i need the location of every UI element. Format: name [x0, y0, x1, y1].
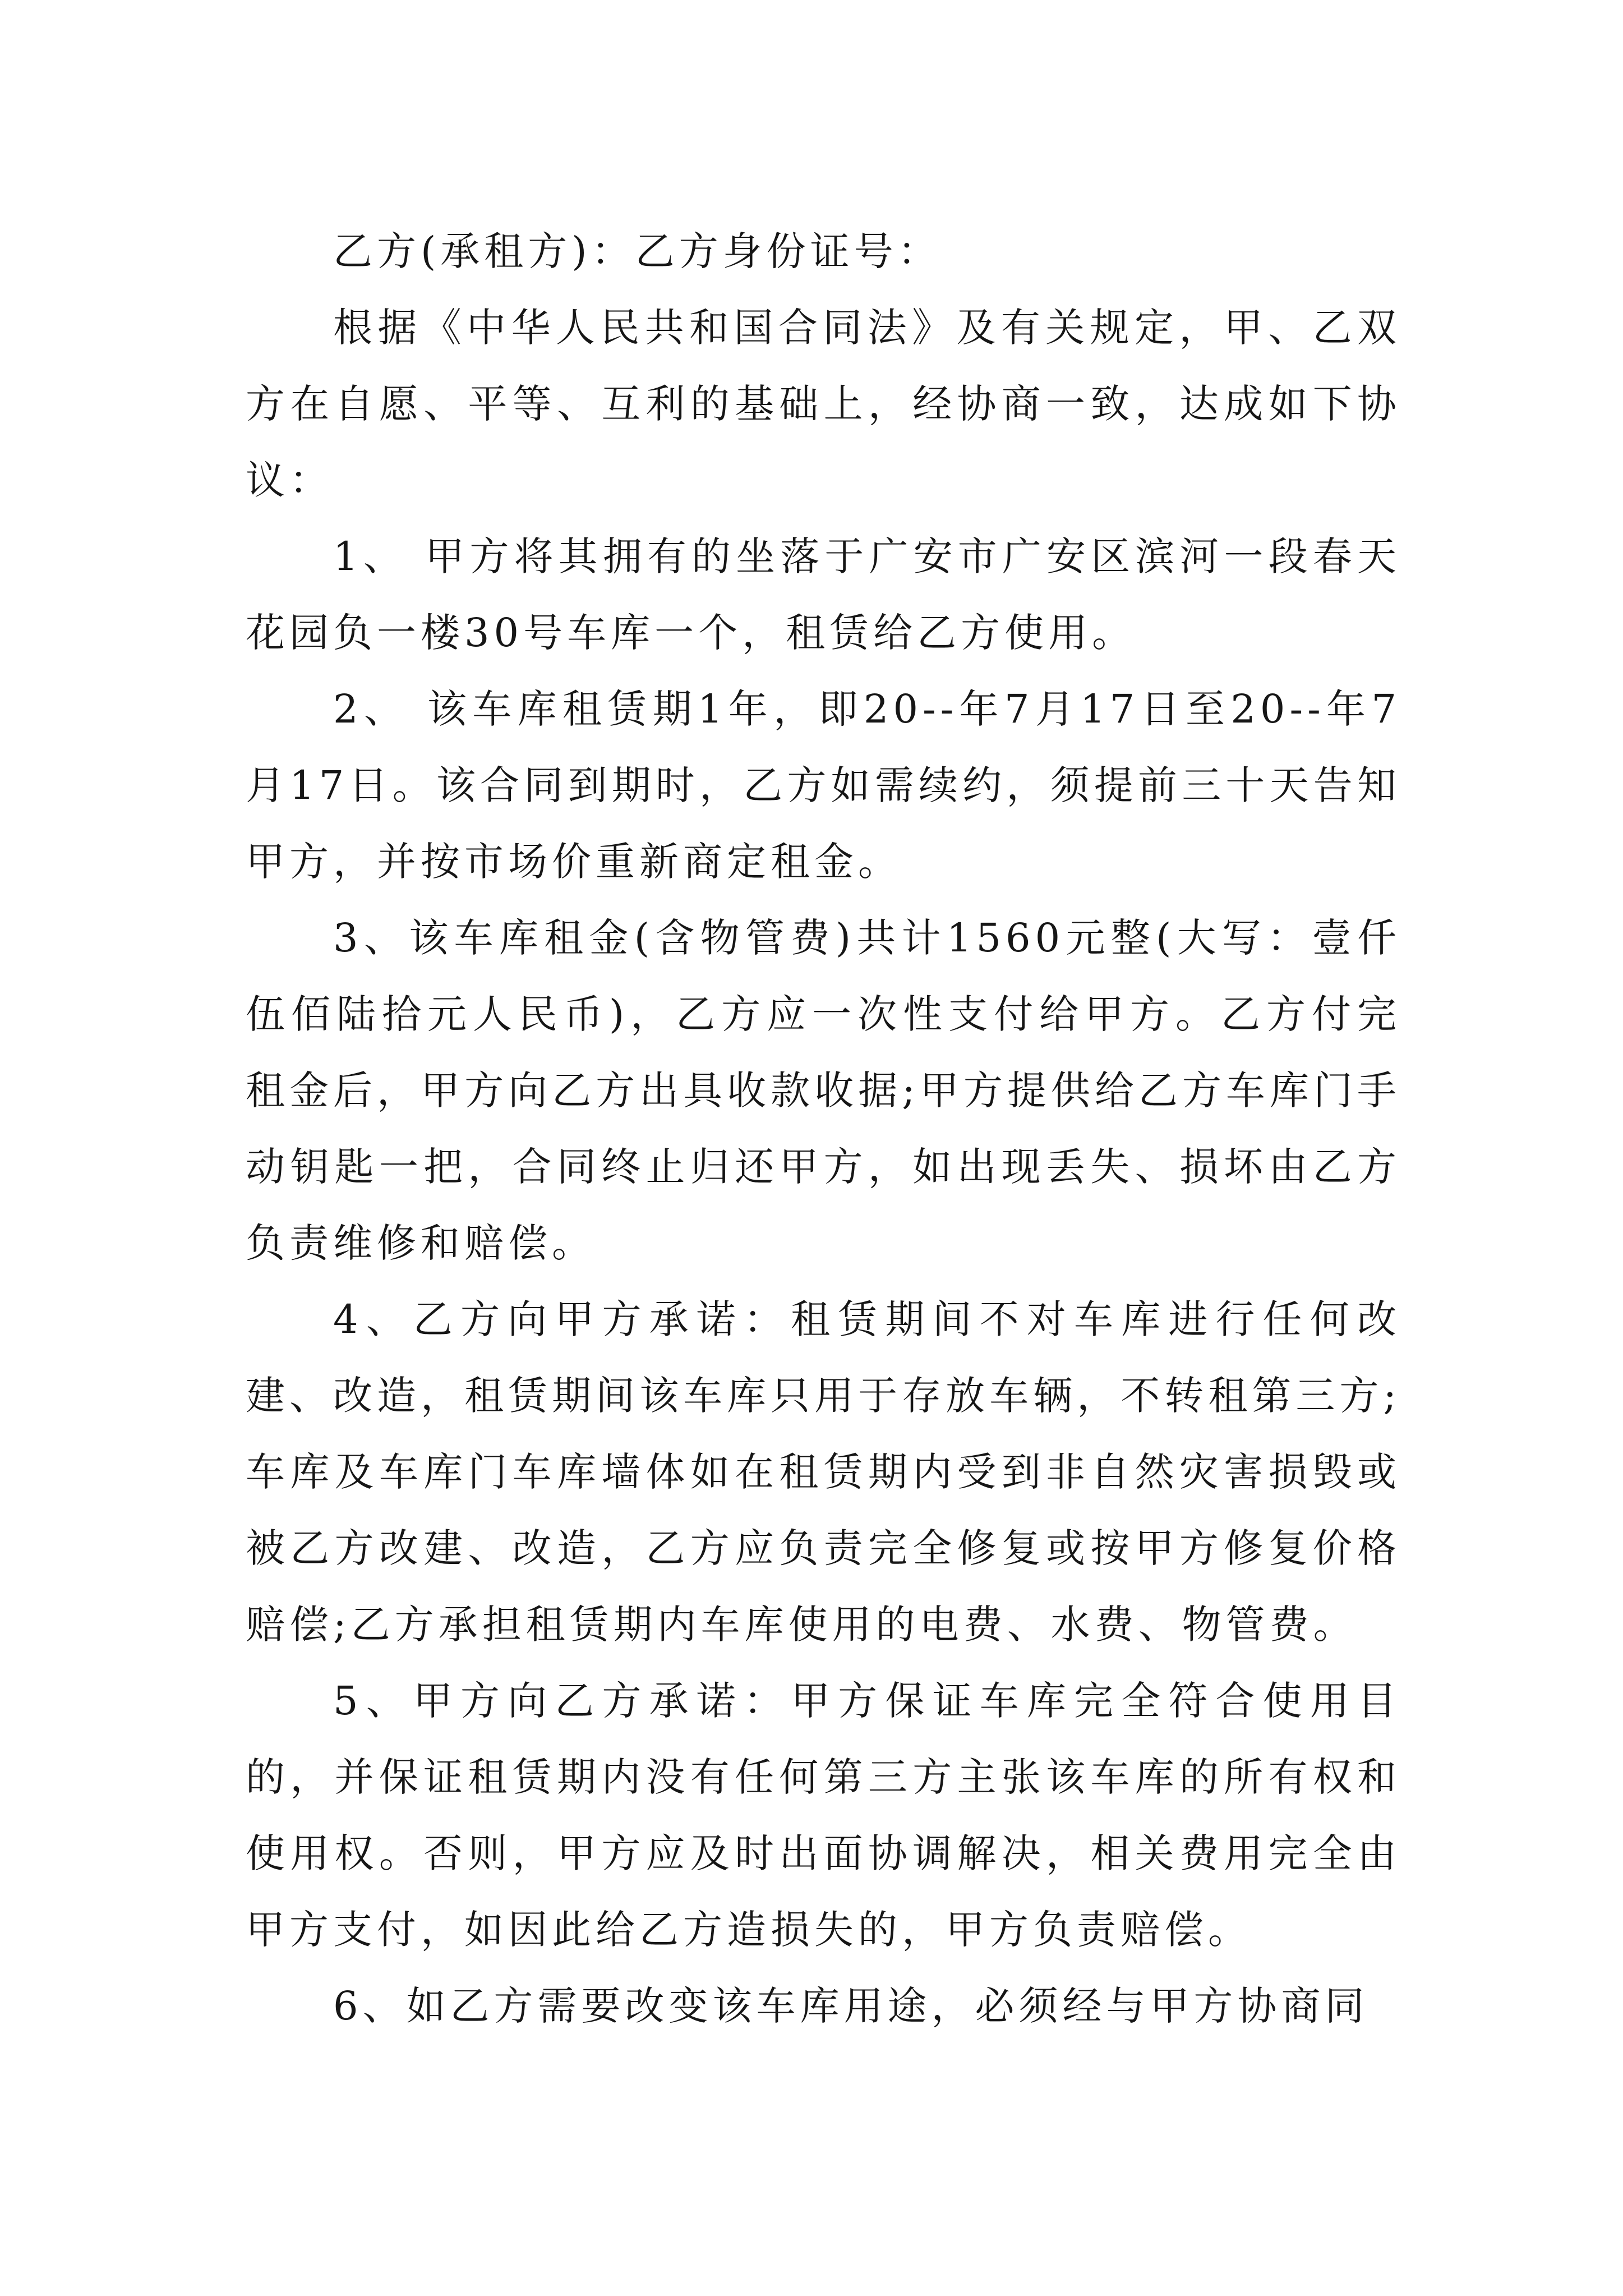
paragraph-preamble: 根据《中华人民共和国合同法》及有关规定，甲、乙双方在自愿、平等、互利的基础上，经协商一致，达成如下协议： [246, 305, 1401, 503]
paragraph-clause-3: 3、该车库租金(含物管费)共计1560元整(大写：壹仟伍佰陆拾元人民币)，乙方应一次性支付给甲方。乙方付完租金后，甲方向乙方出具收款收据;甲方提供给乙方车库门手动钥匙一把，合同终止归还甲方，如出现丢失、损坏由乙方负责维修和赔偿。 [246, 915, 1401, 1266]
document-body [246, 213, 1401, 2044]
paragraph-clause-5: 5、甲方向乙方承诺：甲方保证车库完全符合使用目的，并保证租赁期内没有任何第三方主张该车库的所有权和使用权。否则，甲方应及时出面协调解决，相关费用完全由甲方支付，如因此给乙方造损失的，甲方负责赔偿。 [246, 1678, 1401, 1953]
paragraph-clause-4: 4、乙方向甲方承诺：租赁期间不对车库进行任何改建、改造，租赁期间该车库只用于存放车辆，不转租第三方;车库及车库门车库墙体如在租赁期内受到非自然灾害损毁或被乙方改建、改造，乙方应负责完全修复或按甲方修复价格赔偿;乙方承担租赁期内车库使用的电费、水费、物管费。 [246, 1296, 1401, 1648]
paragraph-clause-2: 2、 该车库租赁期1年，即20--年7月17日至20--年7月17日。该合同到期时，乙方如需续约，须提前三十天告知甲方，并按市场价重新商定租金。 [246, 686, 1401, 885]
paragraph-clause-1: 1、 甲方将其拥有的坐落于广安市广安区滨河一段春天花园负一楼30号车库一个，租赁给乙方使用。 [246, 533, 1401, 656]
paragraph-clause-6: 6、如乙方需要改变该车库用途，必须经与甲方协商同 [333, 1983, 1369, 2029]
paragraph-lessee: 乙方(承租方)：乙方身份证号： [333, 228, 942, 274]
